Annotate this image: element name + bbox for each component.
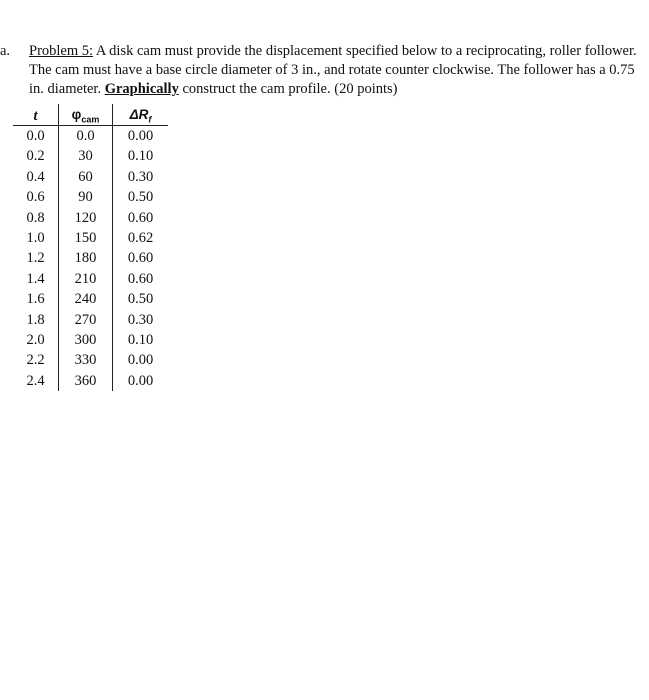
cell-phi-cam: 360 — [59, 371, 113, 391]
cell-delta-rf: 0.30 — [127, 168, 154, 185]
cell-phi-cam: 300 — [59, 330, 113, 350]
problem-text — [29, 42, 637, 99]
cell-delta-rf: 0.10 — [127, 332, 154, 349]
table-body — [13, 126, 168, 392]
cell-phi-cam: 90 — [59, 187, 113, 207]
cell-phi-cam: 270 — [59, 310, 113, 330]
cell-t: 1.4 — [13, 269, 59, 289]
header-delta-rf: $\Delta R_f$ — [113, 104, 169, 126]
table-row — [13, 146, 168, 166]
cell-delta-rf: 0.60 — [127, 270, 154, 287]
cell-phi-cam: 30 — [59, 146, 113, 166]
cell-delta-rf: 0.30 — [127, 311, 154, 328]
cell-delta-rf: 0.60 — [127, 209, 154, 226]
header-t: t — [13, 104, 59, 126]
cell-t: 2.2 — [13, 350, 59, 370]
cell-t: 0.8 — [13, 208, 59, 228]
cell-delta-rf: 0.62 — [127, 230, 154, 247]
graphically-emphasis: Graphically — [104, 81, 179, 97]
cell-t: 0.6 — [13, 187, 59, 207]
table-row — [13, 126, 168, 147]
cell-t: 0.0 — [13, 126, 59, 147]
cell-t: 2.0 — [13, 330, 59, 350]
cell-delta-rf: 0.50 — [127, 189, 154, 206]
list-marker: a. — [0, 43, 11, 59]
cell-t: 0.4 — [13, 167, 59, 187]
table-row — [13, 228, 168, 248]
problem-text-part-1: A disk cam must provide the displacement specified below to a reciprocating, roller follower. The cam must have a base circle diameter of 3 in., and rotate counter clockwise. The follower has a 0.75 in. diameter. — [29, 43, 637, 97]
table-row — [13, 167, 168, 187]
problem-title: Problem 5: — [29, 43, 94, 59]
table-row — [13, 330, 168, 350]
cell-phi-cam: 0.0 — [59, 126, 113, 147]
cell-delta-rf: 0.00 — [127, 352, 154, 369]
cell-phi-cam: 210 — [59, 269, 113, 289]
table-header-row — [13, 104, 168, 126]
table-row — [13, 248, 168, 268]
cell-t: 0.2 — [13, 146, 59, 166]
cell-t: 2.4 — [13, 371, 59, 391]
cell-t: 1.0 — [13, 228, 59, 248]
cell-phi-cam: 60 — [59, 167, 113, 187]
cell-delta-rf: 0.00 — [127, 128, 154, 144]
cell-phi-cam: 150 — [59, 228, 113, 248]
table-row — [13, 310, 168, 330]
cell-t: 1.6 — [13, 289, 59, 309]
cell-t: 1.8 — [13, 310, 59, 330]
problem-text-part-2: construct the cam profile. (20 points) — [178, 81, 398, 97]
table-row — [13, 371, 168, 391]
header-phi-cam: $\varphi_{cam}$ — [59, 104, 113, 126]
displacement-table — [13, 104, 168, 391]
cell-phi-cam: 330 — [59, 350, 113, 370]
cell-delta-rf: 0.00 — [127, 372, 154, 389]
table-row — [13, 187, 168, 207]
cell-phi-cam: 180 — [59, 248, 113, 268]
cell-delta-rf: 0.10 — [127, 148, 154, 165]
table-row — [13, 269, 168, 289]
cell-delta-rf: 0.60 — [127, 250, 154, 267]
cell-phi-cam: 120 — [59, 208, 113, 228]
table-row — [13, 208, 168, 228]
cell-t: 1.2 — [13, 248, 59, 268]
cell-delta-rf: 0.50 — [127, 291, 154, 308]
table-row — [13, 289, 168, 309]
table-row — [13, 350, 168, 370]
cell-phi-cam: 240 — [59, 289, 113, 309]
